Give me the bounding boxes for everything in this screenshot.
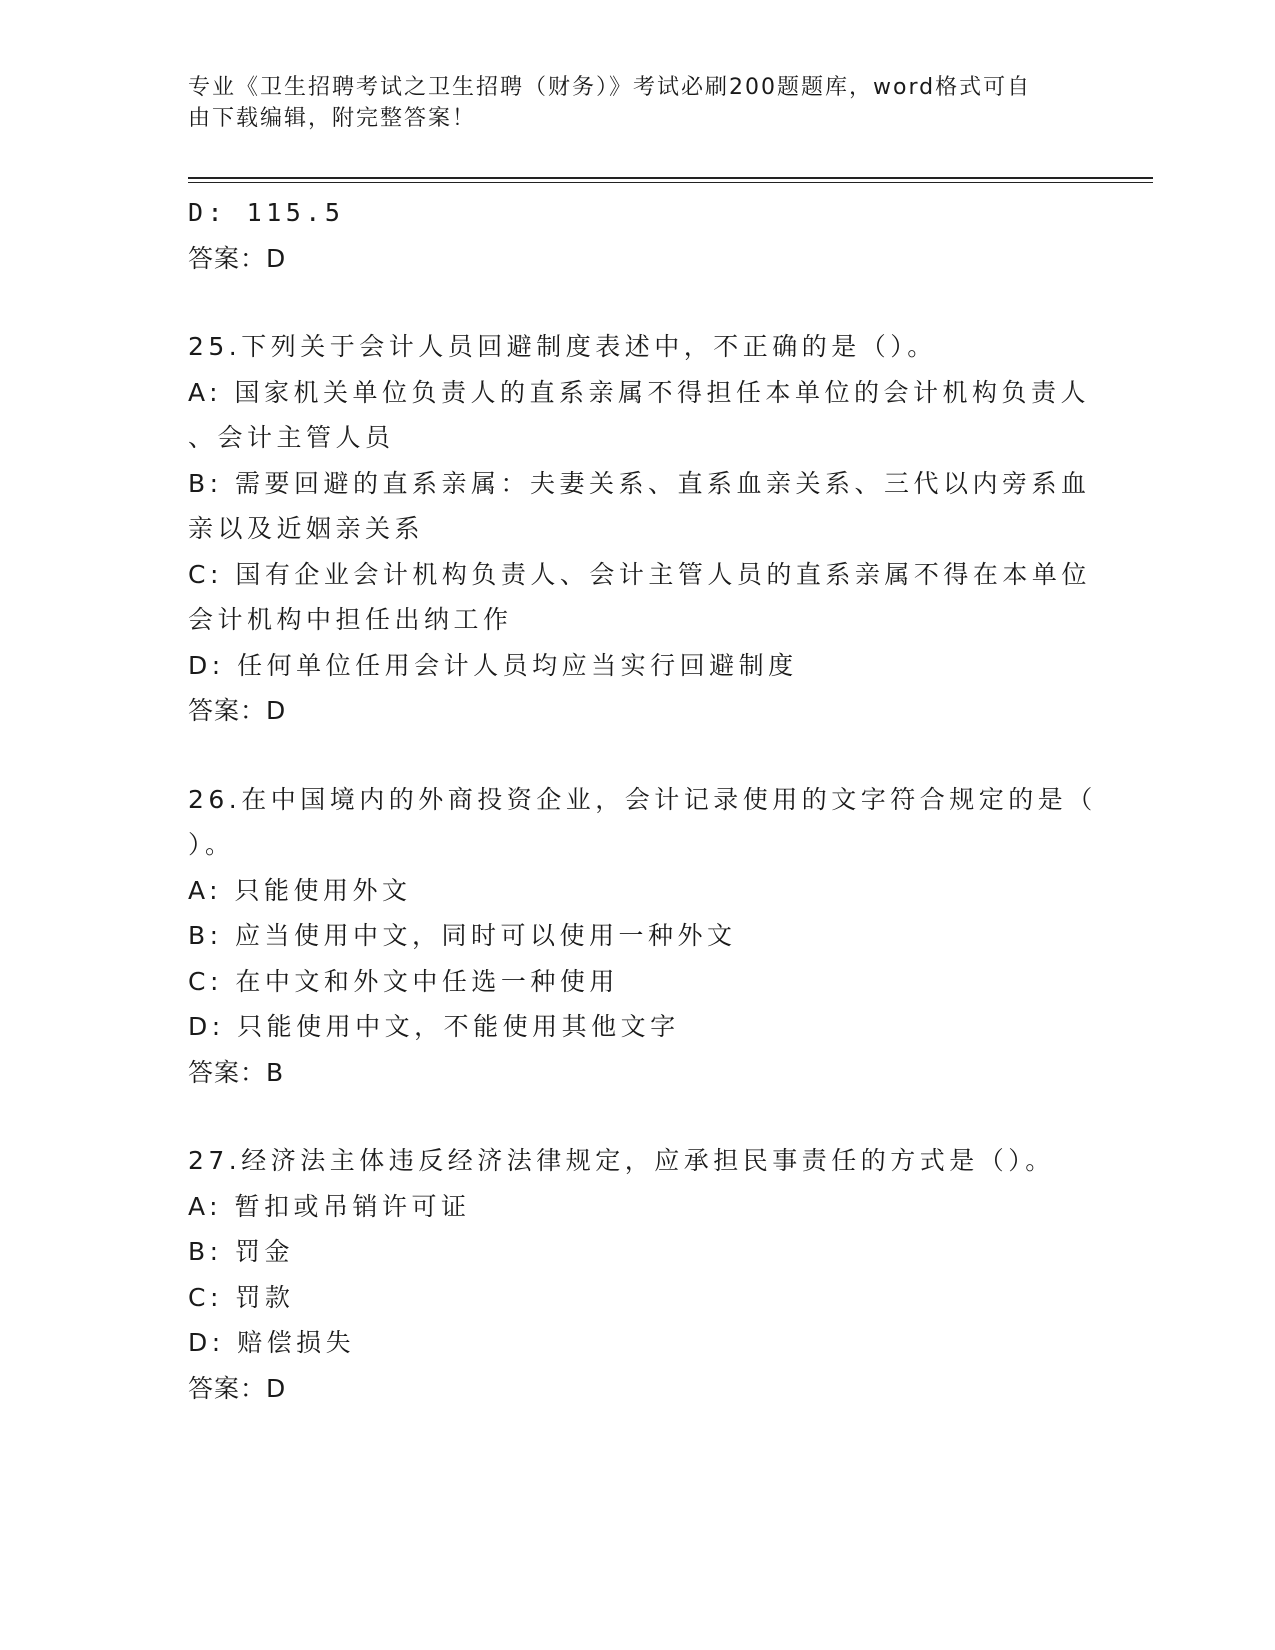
header-line-1: 专业《卫生招聘考试之卫生招聘（财务）》考试必刷200题题库，word格式可自 xyxy=(188,75,1032,100)
option-c: C: 在中文和外文中任选一种使用 xyxy=(188,966,619,996)
question-stem: 25.下列关于会计人员回避制度表述中，不正确的是（）。 xyxy=(188,332,937,361)
document-header xyxy=(188,72,1068,134)
question-26 xyxy=(188,777,1097,1096)
question-stem: 27.经济法主体违反经济法律规定，应承担民事责任的方式是（）。 xyxy=(188,1146,1055,1175)
question-25 xyxy=(188,324,1091,734)
option-a: A: 只能使用外文 xyxy=(188,875,412,905)
option-d: D: 只能使用中文，不能使用其他文字 xyxy=(188,1012,680,1041)
document-body xyxy=(188,190,1097,1411)
question-stem: 26.在中国境内的外商投资企业，会计记录使用的文字符合规定的是（ xyxy=(188,784,1097,814)
answer: 答案：D xyxy=(188,1373,287,1403)
previous-question-tail xyxy=(188,190,1088,281)
option-c: C: 国有企业会计机构负责人、会计主管人员的直系亲属不得在本单位 xyxy=(188,559,1091,589)
header-rule-thick xyxy=(188,177,1153,179)
option-d: D: 115.5 xyxy=(188,198,345,227)
answer: 答案：B xyxy=(188,1057,285,1087)
header-line-2: 由下载编辑，附完整答案！ xyxy=(188,106,477,131)
option-c: C: 罚款 xyxy=(188,1282,295,1312)
option-b: B: 应当使用中文，同时可以使用一种外文 xyxy=(188,921,737,950)
option-d: D: 赔偿损失 xyxy=(188,1328,356,1357)
option-c-cont: 会计机构中担任出纳工作 xyxy=(188,605,513,634)
option-d: D: 任何单位任用会计人员均应当实行回避制度 xyxy=(188,650,798,680)
spacer xyxy=(188,1095,1088,1138)
spacer xyxy=(188,734,1088,777)
header-rule-thin xyxy=(188,182,1153,183)
spacer xyxy=(188,281,1088,324)
answer: 答案：D xyxy=(188,696,287,725)
question-27 xyxy=(188,1138,1088,1411)
option-b: B: 需要回避的直系亲属：夫妻关系、直系血亲关系、三代以内旁系血 xyxy=(188,468,1091,498)
option-a-cont: 、会计主管人员 xyxy=(188,423,395,452)
question-stem-cont: ）。 xyxy=(188,830,235,859)
option-b-cont: 亲以及近姻亲关系 xyxy=(188,514,425,543)
answer: 答案：D xyxy=(188,243,287,273)
option-a: A: 国家机关单位负责人的直系亲属不得担任本单位的会计机构负责人 xyxy=(188,377,1091,407)
option-b: B: 罚金 xyxy=(188,1237,295,1266)
option-a: A: 暂扣或吊销许可证 xyxy=(188,1191,471,1221)
